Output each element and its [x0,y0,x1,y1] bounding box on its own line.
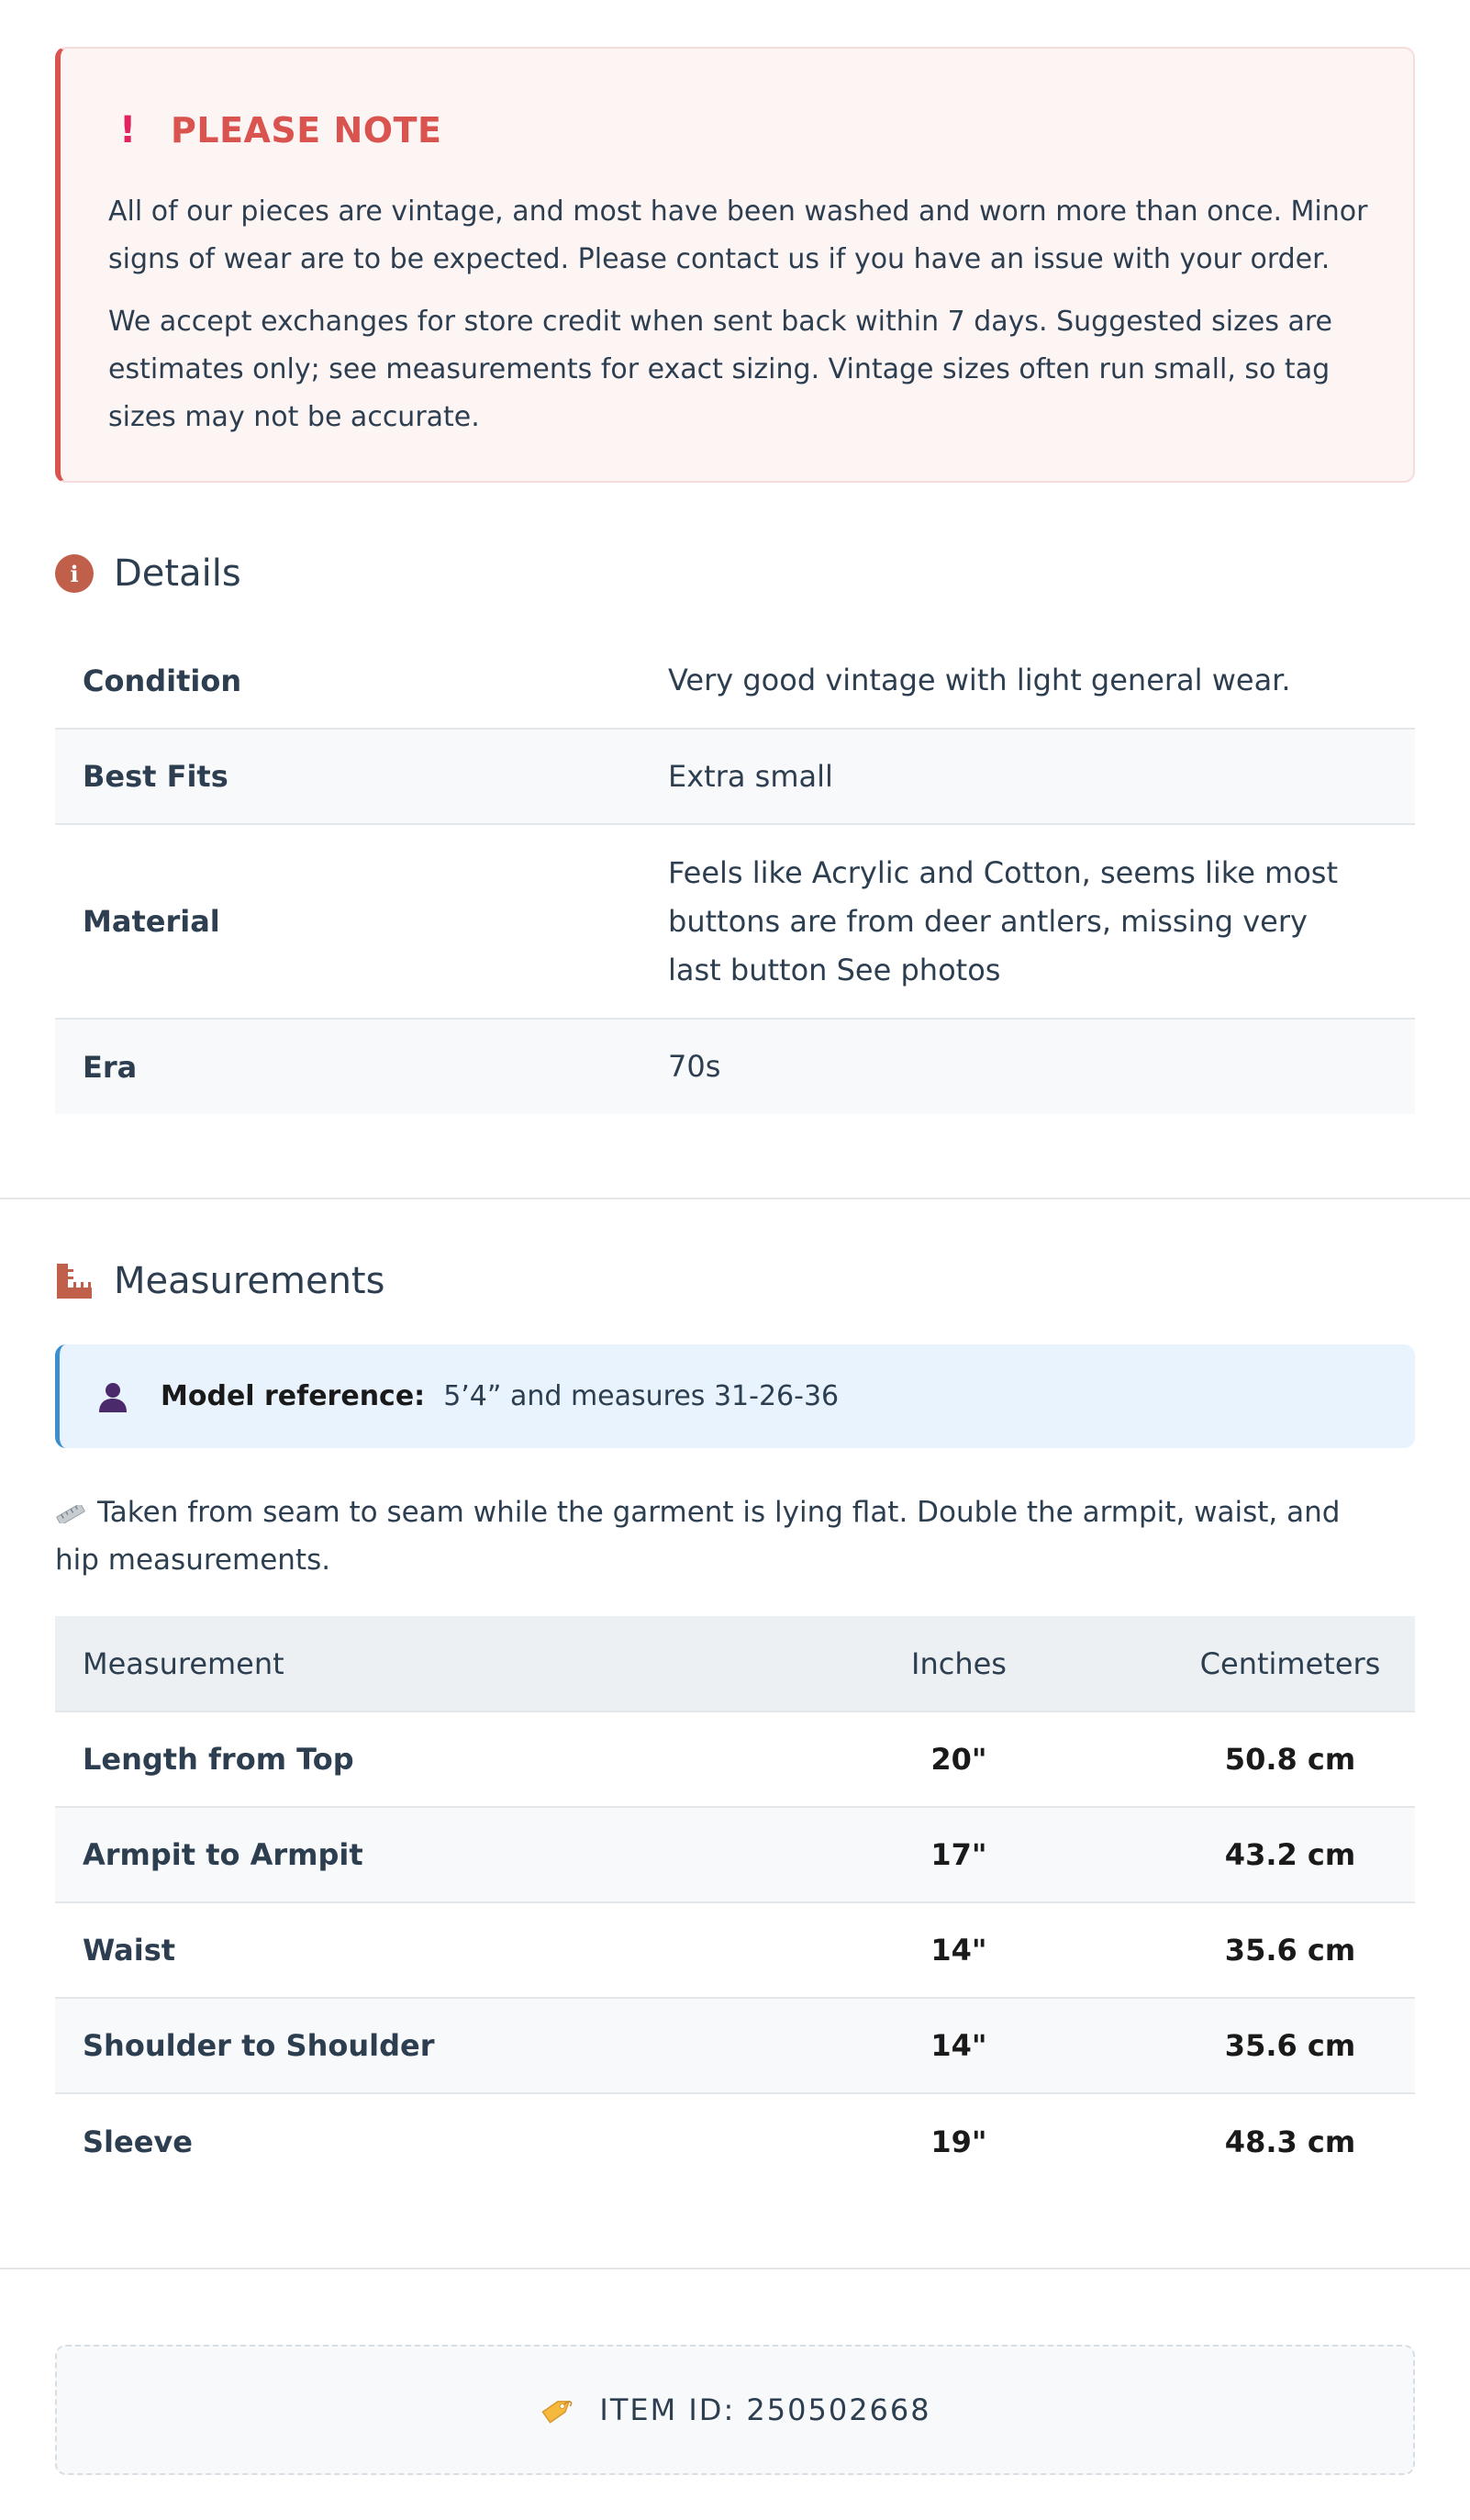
measurement-cm: 35.6 cm [1165,1902,1415,1998]
table-row [55,1902,1415,1998]
measurement-inches: 14" [752,1902,1165,1998]
table-row [55,1807,1415,1902]
table-header-row [55,1616,1415,1712]
section-divider [0,1198,1470,1199]
ruler-icon [55,1262,94,1300]
notice-header [119,107,441,153]
detail-label: Material [55,824,668,1019]
measurement-name: Waist [55,1902,752,1998]
column-header-centimeters: Centimeters [1165,1616,1415,1712]
table-row [55,2093,1415,2189]
details-table [55,633,1415,1114]
measurement-note-text: Taken from seam to seam while the garment is lying flat. Double the armpit, waist, and hip measurements. [55,1496,1341,1577]
tag-icon [539,2392,575,2428]
measurement-name: Armpit to Armpit [55,1807,752,1902]
measurements-title: Measurements [114,1260,385,1302]
model-reference-box [55,1344,1415,1448]
details-title: Details [114,552,241,595]
measurement-name: Length from Top [55,1712,752,1807]
column-header-inches: Inches [752,1616,1165,1712]
notice-title: PLEASE NOTE [171,110,442,151]
measurement-cm: 35.6 cm [1165,1998,1415,2093]
exclamation-icon: ! [119,109,137,151]
section-divider [0,2268,1470,2269]
ruler-small-icon [55,1505,86,1523]
detail-label: Condition [55,633,668,729]
measurements-table [55,1616,1415,2189]
model-reference-text: 5’4” and measures 31-26-36 [443,1380,840,1412]
measurement-cm: 43.2 cm [1165,1807,1415,1902]
item-id-label: ITEM ID: 250502668 [599,2392,931,2427]
notice-box [55,47,1415,483]
detail-label: Era [55,1019,668,1114]
measurement-note [55,1489,1358,1584]
notice-paragraph-2: We accept exchanges for store credit when sent back within 7 days. Suggested sizes are estimates only; see measurements for exact sizing. Vintage sizes often run small, so tag sizes may not be accurate. [108,306,1333,433]
detail-value: Very good vintage with light general wear. [668,633,1415,729]
measurement-name: Sleeve [83,2124,193,2159]
measurement-cm: 50.8 cm [1165,1712,1415,1807]
column-header-measurement: Measurement [55,1616,752,1712]
detail-value: 70s [668,1019,1415,1114]
measurement-name: Shoulder to Shoulder [55,1998,752,2093]
table-row [55,1019,1415,1114]
measurement-inches: 19" [930,2124,987,2159]
measurement-inches: 17" [752,1807,1165,1902]
detail-value: Feels like Acrylic and Cotton, seems like most buttons are from deer antlers, missing very last button See photos [668,824,1415,1019]
table-row [55,1712,1415,1807]
person-icon [96,1380,129,1413]
table-row [55,729,1415,824]
measurement-inches: 14" [752,1998,1165,2093]
measurement-inches: 20" [752,1712,1165,1807]
table-row [55,1998,1415,2093]
info-icon: i [55,554,94,593]
detail-label: Best Fits [55,729,668,824]
item-id-box [55,2345,1415,2475]
measurement-cm: 48.3 cm [1224,2124,1356,2159]
table-row [55,824,1415,1019]
model-reference-label: Model reference: [161,1380,426,1412]
table-row [55,633,1415,729]
details-header [55,552,241,595]
measurements-header [55,1260,384,1302]
detail-value: Extra small [668,729,1415,824]
notice-paragraph-1: All of our pieces are vintage, and most have been washed and worn more than once. Minor signs of wear are to be expected. Please contact us if you have an issue with your order. [108,195,1368,275]
